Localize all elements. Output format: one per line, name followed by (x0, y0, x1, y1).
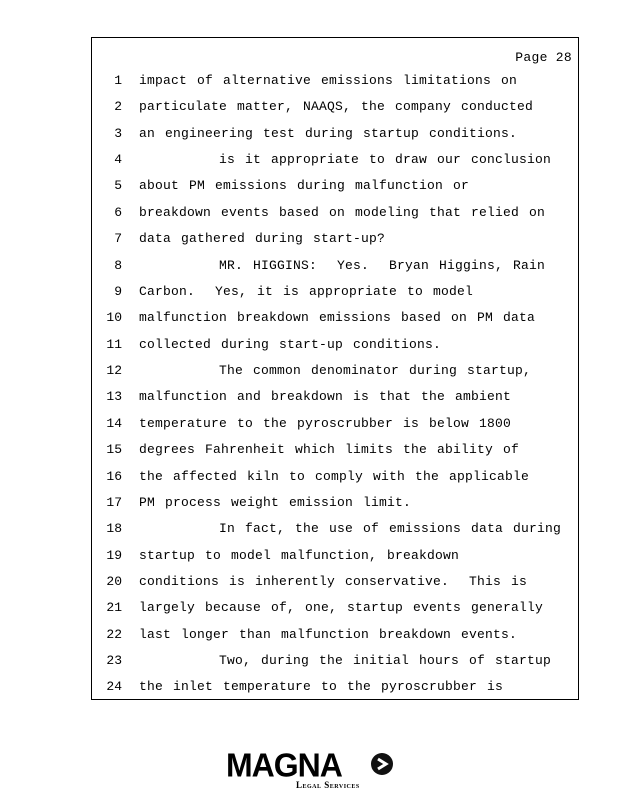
line-number: 15 (106, 442, 122, 457)
line-text: about PM emissions during malfunction or (139, 178, 470, 193)
line-text: In fact, the use of emissions data during (139, 521, 562, 536)
line-number: 3 (114, 126, 122, 141)
line-text: temperature to the pyroscrubber is below 1800 (139, 416, 512, 431)
line-number: 18 (106, 521, 122, 536)
line-text: conditions is inherently conservative. This is (139, 574, 528, 589)
line-number: 10 (106, 310, 122, 325)
line-number: 14 (106, 416, 122, 431)
line-number: 20 (106, 574, 122, 589)
line-text: startup to model malfunction, breakdown (139, 548, 460, 563)
line-text: the affected kiln to comply with the applicable (139, 469, 530, 484)
line-text: is it appropriate to draw our conclusion (139, 152, 552, 167)
line-text: breakdown events based on modeling that relied on (139, 205, 546, 220)
line-text: largely because of, one, startup events generally (139, 600, 544, 615)
line-text: malfunction breakdown emissions based on PM data (139, 310, 536, 325)
line-text: PM process weight emission limit. (139, 495, 412, 510)
line-text: MR. HIGGINS: Yes. Bryan Higgins, Rain (139, 258, 546, 273)
line-number: 2 (114, 99, 122, 114)
line-text: collected during start-up conditions. (139, 337, 442, 352)
line-number: 13 (106, 389, 122, 404)
page-number: Page 28 (515, 50, 572, 65)
logo-subtitle: Legal Services (296, 780, 360, 790)
line-text: an engineering test during startup conditions. (139, 126, 518, 141)
line-number: 1 (114, 73, 122, 88)
line-text: Two, during the initial hours of startup (139, 653, 552, 668)
line-number: 22 (106, 627, 122, 642)
line-number: 5 (114, 178, 122, 193)
line-text: The common denominator during startup, (139, 363, 532, 378)
line-text: data gathered during start-up? (139, 231, 386, 246)
line-number: 7 (114, 231, 122, 246)
line-text: malfunction and breakdown is that the ambient (139, 389, 512, 404)
magna-logo (226, 748, 406, 793)
line-number: 24 (106, 679, 122, 694)
line-number: 21 (106, 600, 122, 615)
logo-wordmark: MAGNA (226, 746, 342, 784)
line-number: 11 (106, 337, 122, 352)
line-text: impact of alternative emissions limitations on (139, 73, 518, 88)
line-text: degrees Fahrenheit which limits the ability of (139, 442, 520, 457)
line-number: 17 (106, 495, 122, 510)
line-text: particulate matter, NAAQS, the company conducted (139, 99, 534, 114)
line-text: last longer than malfunction breakdown events. (139, 627, 518, 642)
line-number: 4 (114, 152, 122, 167)
line-number: 16 (106, 469, 122, 484)
line-number: 6 (114, 205, 122, 220)
line-text: Carbon. Yes, it is appropriate to model (139, 284, 474, 299)
line-number: 19 (106, 548, 122, 563)
line-number: 12 (106, 363, 122, 378)
line-number: 9 (114, 284, 122, 299)
line-number: 23 (106, 653, 122, 668)
line-number: 8 (114, 258, 122, 273)
arrow-right-circle-icon (371, 753, 393, 775)
line-text: the inlet temperature to the pyroscrubber is (139, 679, 504, 694)
transcript-page (91, 37, 579, 700)
